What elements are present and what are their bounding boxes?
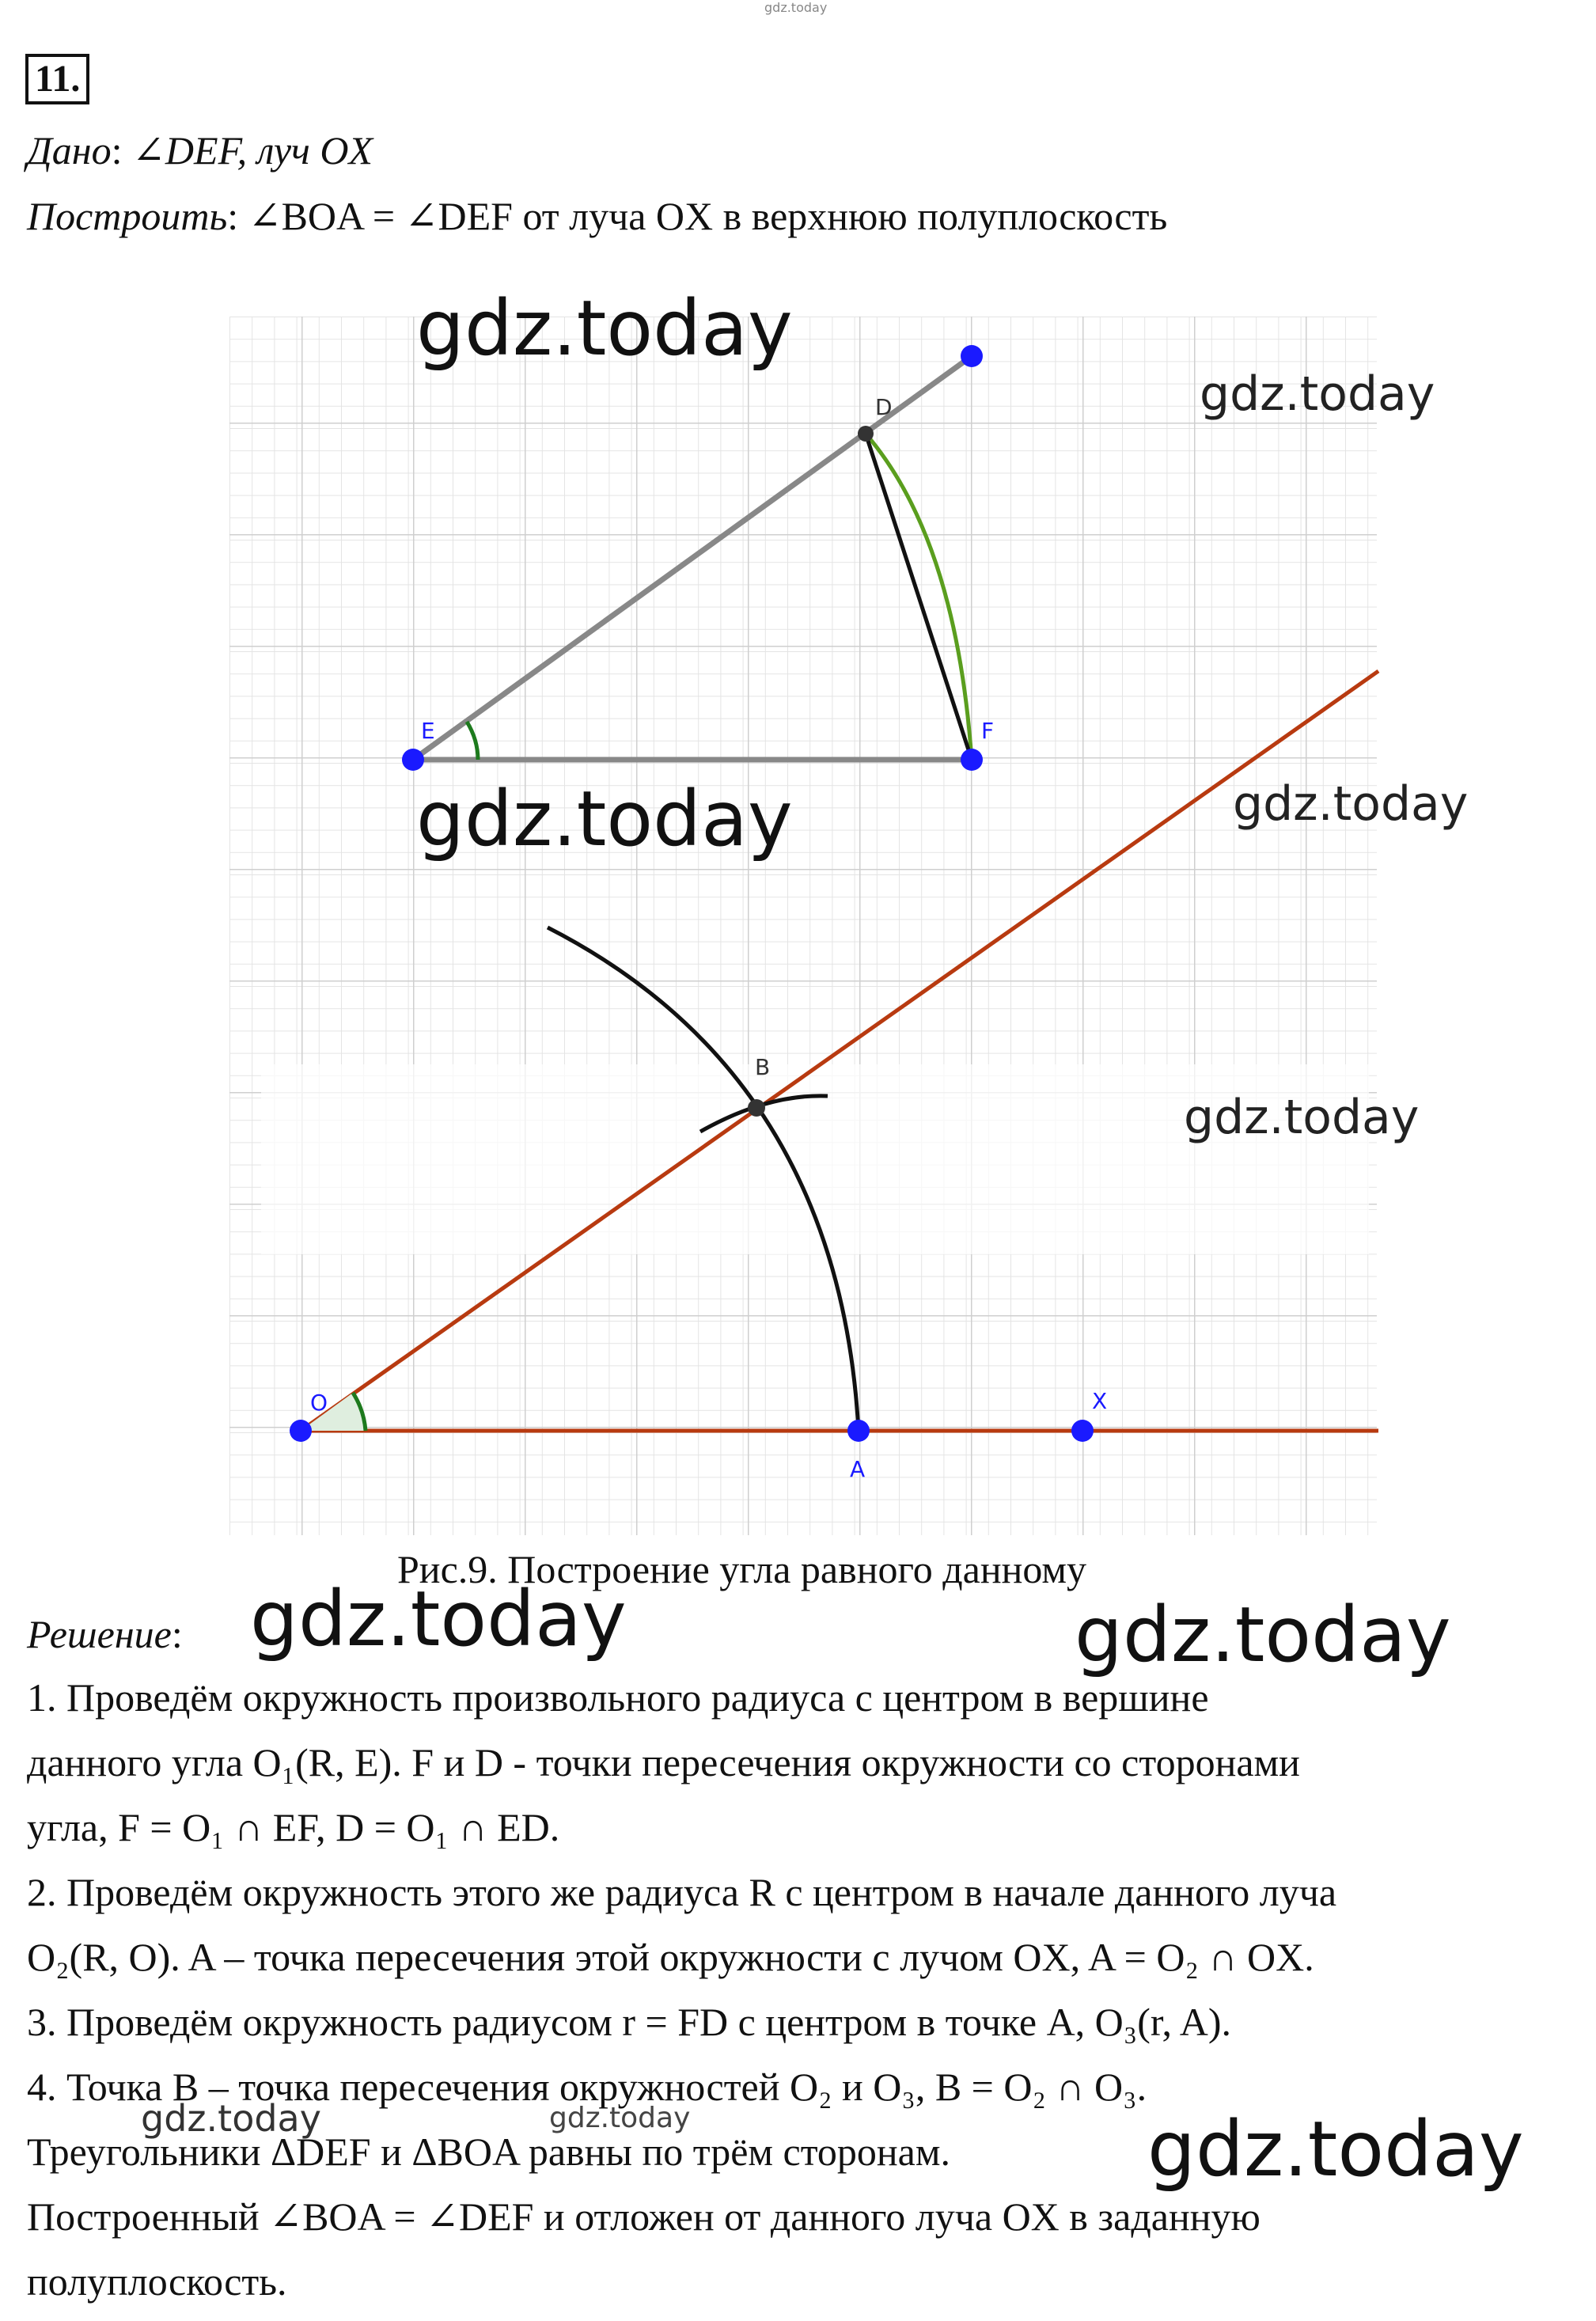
figure-watermark-5: gdz.today	[1184, 1090, 1420, 1145]
problem-number: 11.	[25, 54, 89, 104]
point-X-icon	[1071, 1420, 1094, 1442]
label-A: A	[850, 1456, 866, 1482]
figure-watermark-2: gdz.today	[1200, 366, 1435, 422]
point-A-icon	[847, 1420, 870, 1442]
label-D: D	[875, 394, 893, 420]
solution-label-line	[27, 1614, 183, 1654]
solution-watermark-left: gdz.today	[250, 1575, 627, 1663]
solution-line-5: O₂(R, O). A – точка пересечения этой окружности с лучом OX, A = O₂ ∩ OX.	[27, 1935, 1314, 1979]
grid-major	[229, 317, 1377, 1535]
point-D-icon	[858, 426, 874, 442]
point-O-icon	[290, 1420, 312, 1442]
solution-line-7: 4. Точка B – точка пересечения окружностей O₂ и O₃, B = O₂ ∩ O₃.	[27, 2065, 1147, 2109]
solution-line-9: Построенный ∠BOA = ∠DEF и отложен от данного луча OX в заданную	[27, 2194, 1260, 2239]
given-label: Дано	[27, 128, 112, 173]
solution-line-2: данного угла O₁(R, E). F и D - точки пересечения окружности со сторонами	[27, 1740, 1300, 1784]
figure-caption: Рис.9. Построение угла равного данному	[397, 1547, 1087, 1591]
figure-watermark-3: gdz.today	[416, 775, 793, 863]
solution-line-3: угла, F = O₁ ∩ EF, D = O₁ ∩ ED.	[27, 1805, 560, 1849]
label-F: F	[981, 718, 995, 744]
point-F-icon	[961, 749, 983, 771]
solution-line-4: 2. Проведём окружность этого же радиуса R с центром в начале данного луча	[27, 1870, 1337, 1914]
top-watermark: gdz.today	[764, 0, 828, 15]
solution-inline-watermark-2: gdz.today	[549, 2102, 691, 2134]
solution-colon: :	[171, 1612, 183, 1656]
construct-label: Построить	[27, 194, 228, 238]
solution-watermark-right: gdz.today	[1075, 1591, 1451, 1679]
figure-watermark-4: gdz.today	[1233, 776, 1469, 832]
solution-line-6: 3. Проведём окружность радиусом r = FD с центром в точке A, O₃(r, A).	[27, 2000, 1232, 2044]
solution-label: Решение	[27, 1612, 172, 1656]
point-end-ED-icon	[961, 345, 983, 367]
given-colon: :	[111, 128, 123, 173]
solution-line-1: 1. Проведём окружность произвольного радиуса с центром в вершине	[27, 1675, 1209, 1720]
figure-watermark-1: gdz.today	[416, 284, 793, 373]
solution-inline-watermark-3: gdz.today	[1147, 2105, 1524, 2194]
solution-line-8: Треугольники ΔDEF и ΔBOA равны по трём сторонам.	[27, 2129, 951, 2174]
given-text: ∠DEF, луч OX	[132, 128, 373, 173]
construct-colon: :	[227, 194, 239, 238]
label-O: O	[310, 1390, 328, 1416]
point-B-icon	[748, 1099, 765, 1117]
label-X: X	[1092, 1388, 1108, 1414]
solution-inline-watermark-1: gdz.today	[141, 2097, 321, 2140]
construct-text: ∠BOA = ∠DEF от луча OX в верхнюю полуплоскость	[248, 194, 1168, 238]
label-E: E	[421, 718, 435, 744]
label-B: B	[755, 1054, 771, 1080]
point-E-icon	[402, 749, 424, 771]
solution-line-10: полуплоскость.	[27, 2259, 287, 2304]
